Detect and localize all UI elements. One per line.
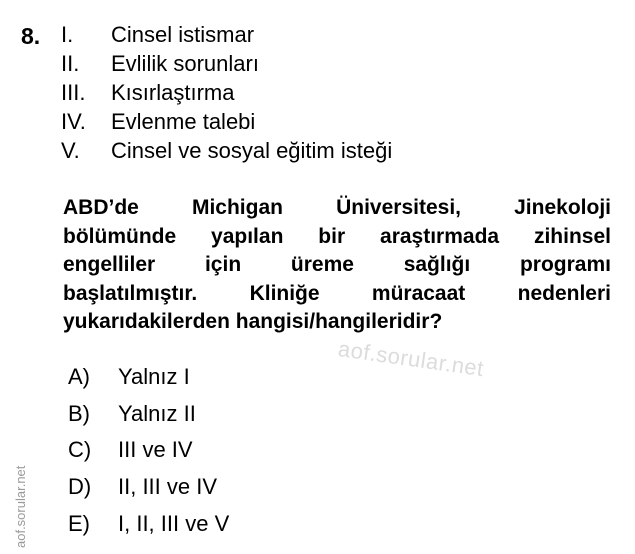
stem-line: başlatılmıştır. Kliniğe müracaat nedenleri bbox=[63, 281, 611, 305]
stem-line: yukarıdakilerden hangisi/hangileridir? bbox=[63, 310, 443, 333]
statement-text: Evlenme talebi bbox=[111, 109, 256, 134]
statement-item bbox=[61, 107, 392, 136]
answer-option-d[interactable] bbox=[68, 470, 229, 507]
option-text: Yalnız II bbox=[118, 400, 196, 426]
question-stem bbox=[63, 194, 611, 337]
statement-numeral: I. bbox=[61, 22, 74, 47]
statement-item bbox=[61, 49, 392, 78]
option-letter: D) bbox=[68, 474, 92, 500]
watermark-center: aof.sorular.net bbox=[336, 336, 486, 382]
option-letter: E) bbox=[68, 510, 90, 536]
statement-text: Cinsel ve sosyal eğitim isteği bbox=[111, 138, 393, 163]
option-letter: B) bbox=[68, 400, 90, 426]
statement-numeral: II. bbox=[61, 51, 80, 76]
option-text: II, III ve IV bbox=[118, 474, 218, 500]
answer-option-e[interactable] bbox=[68, 507, 229, 544]
statement-text: Evlilik sorunları bbox=[111, 51, 259, 76]
option-text: I, II, III ve V bbox=[118, 510, 230, 536]
answer-option-a[interactable] bbox=[68, 360, 229, 397]
option-letter: C) bbox=[68, 437, 92, 463]
answer-option-c[interactable] bbox=[68, 433, 229, 470]
statement-item bbox=[61, 78, 392, 107]
option-text: Yalnız I bbox=[118, 364, 190, 389]
statement-numeral: IV. bbox=[61, 109, 86, 134]
option-text: III ve IV bbox=[118, 437, 193, 463]
stem-line: ABD’de Michigan Üniversitesi, Jinekoloji bbox=[63, 196, 611, 219]
stem-line: bölümünde yapılan bir araştırmada zihinsel bbox=[63, 224, 611, 248]
statement-list bbox=[61, 20, 392, 165]
answer-option-b[interactable] bbox=[68, 397, 229, 434]
answer-options bbox=[68, 360, 229, 543]
stem-line: engelliler için üreme sağlığı programı bbox=[63, 253, 611, 276]
statement-text: Kısırlaştırma bbox=[111, 80, 235, 105]
statement-numeral: V. bbox=[61, 138, 80, 163]
statement-text: Cinsel istismar bbox=[111, 22, 255, 47]
option-letter: A) bbox=[68, 364, 90, 389]
statement-item bbox=[61, 136, 392, 165]
question-number: 8. bbox=[21, 23, 41, 49]
watermark-side: aof.sorular.net bbox=[13, 465, 28, 548]
statement-item bbox=[61, 20, 392, 49]
statement-numeral: III. bbox=[61, 80, 86, 105]
